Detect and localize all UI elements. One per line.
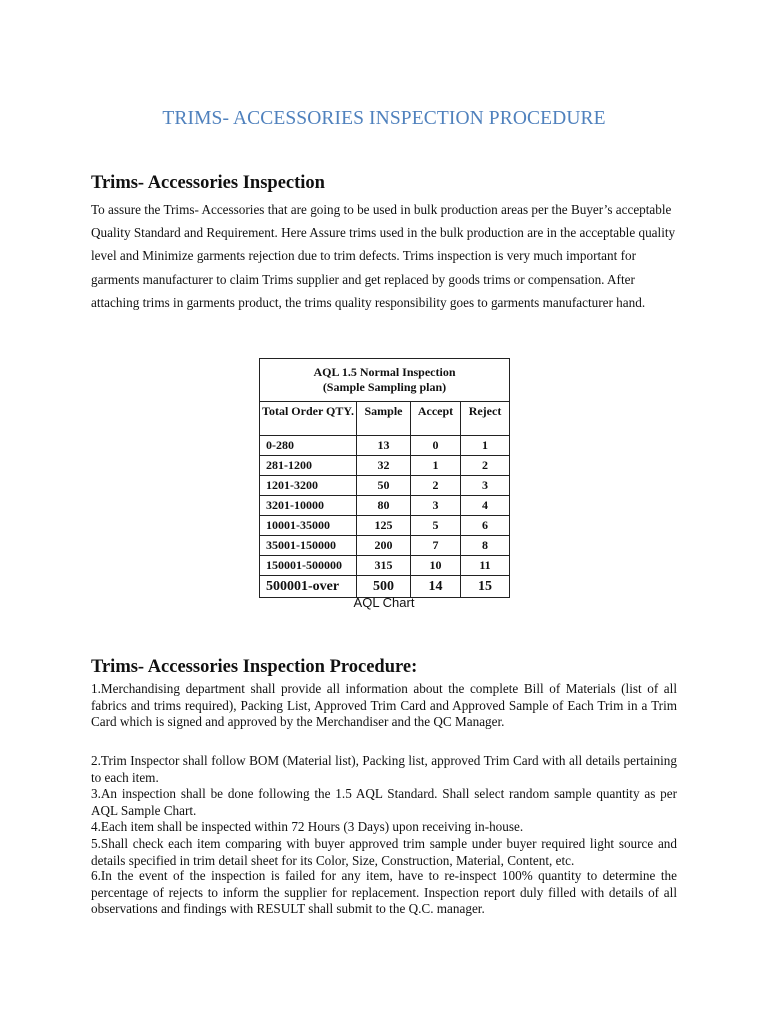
aql-table-caption (260, 359, 510, 402)
procedure-step-3: 3.An inspection shall be done following the 1.5 AQL Standard. Shall select random sample quantity as per AQL Sample Chart. (91, 786, 677, 818)
cell-reject: 6 (461, 516, 510, 536)
cell-qty: 281-1200 (260, 456, 357, 476)
intro-paragraph: To assure the Trims- Accessories that are going to be used in bulk production areas per the Buyer’s acceptable Quality Standard and Requirement. Here Assure trims used in the bulk production are in the acceptable quality level and Minimize garments rejection due to trim defects. Trims inspection is very much important for garments manufacturer to claim Trims supplier and get replaced by goods trims or compensation. After attaching trims in garments product, the trims quality responsibility goes to garments manufacturer hand. (91, 202, 676, 310)
cell-sample: 315 (357, 556, 411, 576)
cell-accept: 2 (411, 476, 461, 496)
cell-qty: 3201-10000 (260, 496, 357, 516)
aql-table-header-row (260, 402, 510, 436)
aql-table-container (259, 358, 509, 598)
section-heading-inspection: Trims- Accessories Inspection (91, 173, 325, 193)
header-sample: Sample (357, 402, 411, 436)
cell-reject: 4 (461, 496, 510, 516)
procedure-step-6: 6.In the event of the inspection is failed for any item, have to re-inspect 100% quantity to determine the percentage of rejects to inform the supplier for replacement. Inspection report duly filled with details of all observations and findings with RESULT shall submit to the Q.C. manager. (91, 868, 677, 917)
procedure-step-2: 2.Trim Inspector shall follow BOM (Material list), Packing list, approved Trim Card with all details pertaining to each item. (91, 753, 677, 785)
document-title: TRIMS- ACCESSORIES INSPECTION PROCEDURE (162, 108, 606, 129)
cell-reject: 3 (461, 476, 510, 496)
procedure-step-4: 4.Each item shall be inspected within 72 Hours (3 Days) upon receiving in-house. (91, 819, 524, 834)
cell-sample: 50 (357, 476, 411, 496)
cell-qty: 0-280 (260, 436, 357, 456)
table-row (260, 516, 510, 536)
table-row (260, 536, 510, 556)
aql-chart-caption: AQL Chart (353, 595, 415, 610)
procedure-step-1: 1.Merchandising department shall provide all information about the complete Bill of Materials (list of all fabrics and trims required), Packing List, Approved Trim Card and Approved Sample of Each Trim in a Trim Card which is signed and approved by the Merchandiser and the QC Manager. (91, 681, 677, 730)
cell-qty: 150001-500000 (260, 556, 357, 576)
cell-accept: 7 (411, 536, 461, 556)
cell-accept: 1 (411, 456, 461, 476)
cell-accept: 3 (411, 496, 461, 516)
cell-accept: 5 (411, 516, 461, 536)
cell-qty: 35001-150000 (260, 536, 357, 556)
cell-qty: 1201-3200 (260, 476, 357, 496)
cell-accept: 0 (411, 436, 461, 456)
section-heading-procedure: Trims- Accessories Inspection Procedure: (91, 657, 418, 677)
cell-qty: 10001-35000 (260, 516, 357, 536)
cell-qty: 500001-over (260, 576, 357, 598)
aql-table (259, 358, 510, 598)
cell-accept: 14 (411, 576, 461, 598)
cell-sample: 500 (357, 576, 411, 598)
aql-caption-line1: AQL 1.5 Normal Inspection (313, 365, 456, 379)
cell-accept: 10 (411, 556, 461, 576)
table-row (260, 496, 510, 516)
cell-sample: 13 (357, 436, 411, 456)
header-reject: Reject (461, 402, 510, 436)
cell-sample: 80 (357, 496, 411, 516)
cell-reject: 1 (461, 436, 510, 456)
table-row (260, 456, 510, 476)
header-accept: Accept (411, 402, 461, 436)
header-total-order-qty: Total Order QTY. (260, 402, 357, 436)
cell-reject: 11 (461, 556, 510, 576)
procedure-step-5: 5.Shall check each item comparing with buyer approved trim sample under buyer required light source and details specified in trim detail sheet for its Color, Size, Construction, Material, Content, etc. (91, 836, 677, 868)
table-row (260, 476, 510, 496)
cell-sample: 125 (357, 516, 411, 536)
table-row (260, 436, 510, 456)
cell-sample: 200 (357, 536, 411, 556)
aql-caption-line2: (Sample Sampling plan) (322, 380, 447, 394)
cell-reject: 8 (461, 536, 510, 556)
cell-reject: 15 (461, 576, 510, 598)
table-row (260, 556, 510, 576)
cell-reject: 2 (461, 456, 510, 476)
cell-sample: 32 (357, 456, 411, 476)
